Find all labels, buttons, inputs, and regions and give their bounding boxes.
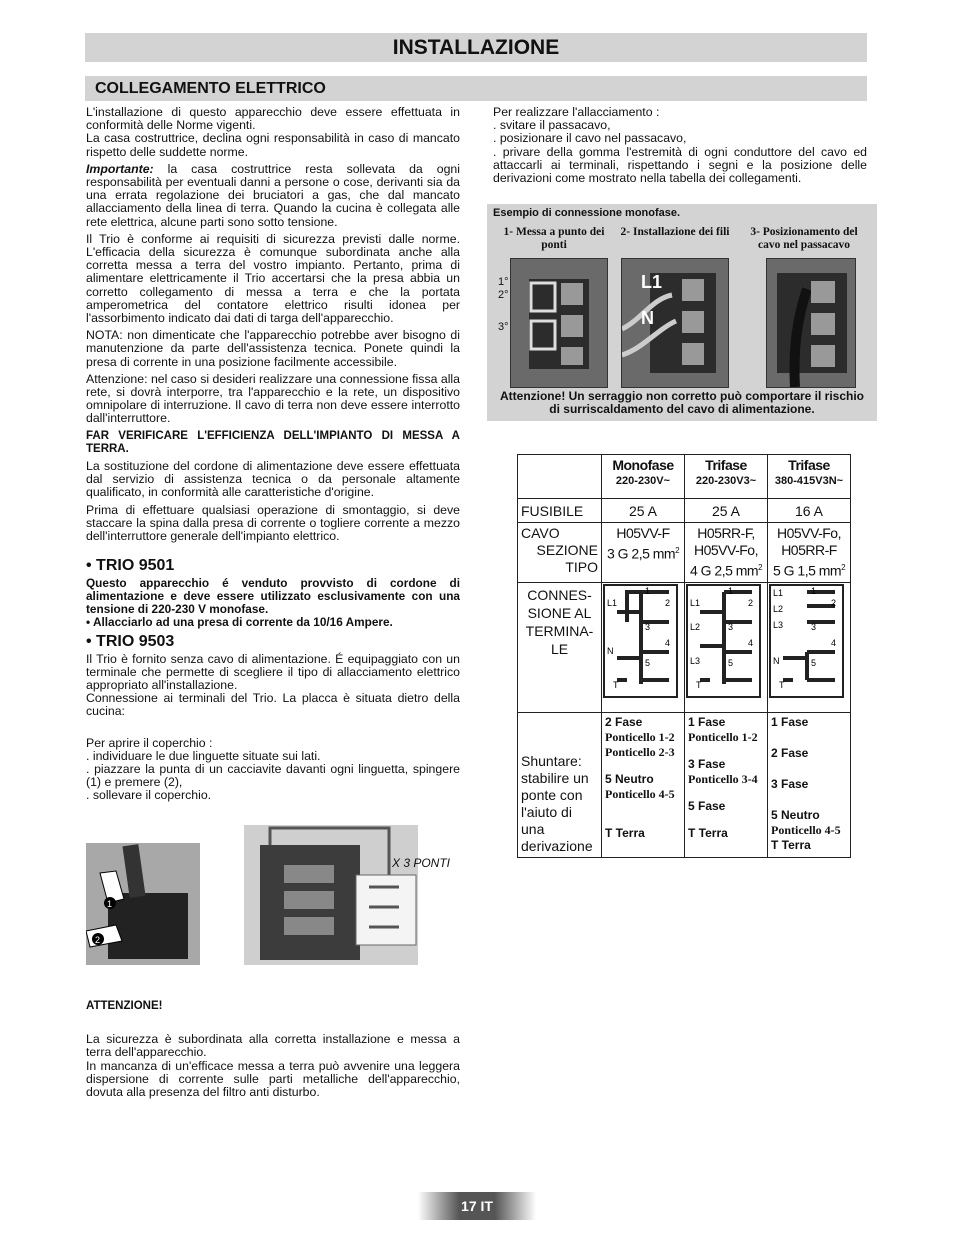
warning-text: Attenzione! Un serraggio non corretto può comportare il rischio di surriscaldamento del cavo di alimentazione. [499,389,865,416]
paragraph: Attenzione: nel caso si desideri realizzare una connessione fissa alla rete, si dovrà interporre, tra l'apparecchio e la rete, un dispositivo omnipolare di interruzione. Il cavo di terra non deve essere interrotto dall'interruttore. [86,371,460,426]
terminal-number: 1 [728,585,734,596]
table-cell: 25 A [602,499,685,523]
shunt-line: T Terra [771,837,811,852]
table-row-fusibile [518,499,851,523]
table-header-row [518,455,851,499]
terminal-number: 4 [748,637,754,648]
screwdriver-illustration [86,843,200,965]
table-header [685,455,768,499]
diagram-label-l3: L3 [773,619,784,630]
shunt-line: 5 Neutro [771,807,820,822]
shunt-line: 2 Fase [605,714,643,729]
attention-block [86,1000,460,1103]
paragraph: Il Trio è fornito senza cavo di alimentazione. É equipaggiato con un terminale che permette di scegliere il tipo di allacciamento elettrico appropriato all'installazione. [86,651,460,692]
table-header [768,455,851,499]
diagram-label-l1: L1 [773,587,784,598]
header-sub: 220-230V3~ [695,475,757,487]
shunt-line: 5 Neutro [605,771,654,786]
example-box [487,204,877,421]
terminal-photo [244,825,418,965]
diagram-label-l3: L3 [690,655,701,666]
diagram-label-l1: L1 [690,597,701,608]
caption-3: 3- Posizionamento del cavo nel passacavo [750,226,858,251]
shunt-line: Ponticello 2-3 [605,744,675,759]
table-row-cavo [518,523,851,583]
row-label: CONNES- SIONE AL TERMINA- LE [518,582,602,712]
table-cell [602,523,685,583]
superscript: 2 [758,563,763,572]
table-cell: 25 A [685,499,768,523]
shunt-line: 3 Fase [771,776,809,791]
label: SEZIONE [536,542,598,558]
wire-label-l1: L1 [641,272,663,292]
terminal-number: 5 [811,657,817,668]
header-name: Trifase [788,457,830,473]
diagram-label-t: T [613,679,619,690]
shunt-line: T Terra [688,825,728,840]
terminal-number: 3 [728,621,734,632]
label: CAVO [521,525,560,541]
paragraph: In mancanza di un'efficace messa a terra può avvenire una leggera dispersione di corrente sulle parti metalliche dell'apparecchio, dovuta alla presenza del filtro anti disturbo. [86,1058,460,1100]
shunt-line: Ponticello 3-4 [688,771,758,786]
superscript: 2 [841,563,846,572]
row-label [518,523,602,583]
terminal-number: 4 [831,637,837,648]
paragraph: La sostituzione del cordone di alimentazione deve essere effettuata dal servizio di assistenza tecnica o da personale altamente qualificato, in conformità alle caratteristiche d'origine. [86,459,460,500]
shunt-line: Ponticello 1-2 [605,729,675,744]
caption-1: 1- Messa a punto dei ponti [503,226,605,251]
header-sub: 380-415V3N~ [774,475,844,487]
table-cell [768,523,851,583]
terminal-number: 2 [665,597,671,608]
shunt-line: Ponticello 4-5 [605,786,675,801]
cable-section [605,542,681,563]
photo-cable [766,258,856,388]
right-intro [493,106,867,185]
table-header [602,455,685,499]
svg-text:1: 1 [107,899,113,909]
superscript: 2 [675,546,680,555]
page-title: INSTALLAZIONE [85,33,867,62]
svg-text:2: 2 [95,935,101,945]
diagram-label-t: T [696,679,702,690]
paragraph: Questo apparecchio é venduto provvisto di cordone di alimentazione e deve essere utilizzato esclusivamente con una tensione di 220-230 V monofase. [86,575,460,616]
list-item: . sollevare il coperchio. [86,788,212,803]
table-row-shunt [518,712,851,857]
paragraph: Per aprire il coperchio : [86,735,213,750]
list-item: . piazzare la punta di un cacciavite davanti ogni linguetta, spingere (1) e premere (2), [86,761,460,790]
shunt-cell [602,712,685,857]
paragraph-important [86,163,460,229]
table-cell [518,455,602,499]
marker-2: 2° [498,289,509,301]
terminal-number: 1 [811,585,817,596]
shunt-line: 5 Fase [688,798,726,813]
paragraph [86,106,460,132]
diagram-label-l2: L2 [690,621,701,632]
trio-9501-heading: • TRIO 9501 [86,557,175,575]
shunt-line: 2 Fase [771,745,809,760]
paragraph: Il Trio è conforme ai requisiti di sicurezza previsti dalle norme. L'efficacia della sicurezza è comunque subordinata anche alla corretta messa a terra del vostro impianto. Pertanto, prima di alimentare elettricamente il Trio accertarsi che la presa abbia un corretto collegamento di messa a terra e che la portata amperometrica del contatore elettrico risulti idonea per l'assorbimento indicato dai dati di targa dell'apparecchio. [86,231,460,326]
paragraph: Prima di effettuare qualsiasi operazione di smontaggio, si deve staccare la spina dalla presa di corrente o togliere corrente a mezzo dell'interruttore generale dell'impianto elettrico. [86,502,460,544]
caption-2: 2- Installazione dei fili [620,226,730,238]
header-name: Trifase [705,457,747,473]
wire-label-n: N [641,308,654,328]
trio-9503-heading: • TRIO 9503 [86,633,175,651]
attention-title: ATTENZIONE! [86,1000,163,1012]
diagram-label-n: N [607,645,614,656]
wiring-diagram-cell [685,582,768,712]
terminal-number: 2 [748,597,754,608]
example-title: Esempio di connessione monofase. [493,207,681,219]
wiring-diagram-trifase-400 [769,584,844,698]
table-row-connessione [518,582,851,712]
shunt-line: 1 Fase [771,714,809,729]
terminal-number: 2 [831,597,837,608]
diagram-label-n: N [773,655,780,666]
diagram-label-l1: L1 [607,597,618,608]
wiring-diagram-cell [602,582,685,712]
diagram-label-l2: L2 [773,603,784,614]
paragraph: La casa costruttrice, declina ogni responsabilità in caso di mancato rispetto delle suddette norme. [86,131,460,159]
terminal-number: 5 [645,657,651,668]
label: TIPO [565,559,598,575]
important-text: la casa costruttrice resta sollevata da ogni responsabilità per eventuali danni a persone o cose, derivanti sia da una errata regolazione dei bruciatori a gas, che dal mancato allacciamento della linea di terra. Quando la cucina è collegata alle rete elettrica, alcune parti sono sotto tensione. [86,161,460,229]
shunt-line: 3 Fase [688,756,726,771]
list-item: . privare della gomma l'estremità di ogni conduttore del cavo ed attaccarli ai terminali, rispettando i segni e la posizione delle derivazioni come mostrato nella tabella dei collegamenti. [493,144,867,186]
cable-section [771,559,847,580]
left-column [86,106,460,803]
photo-bridges [510,258,608,388]
wiring-diagram-trifase-230 [686,584,761,698]
page-number: 17 IT [418,1192,536,1220]
cover-photo [86,843,200,965]
header-sub: 220-230V~ [615,475,671,487]
list-item: . individuare le due linguette situate sui lati. [86,748,321,763]
list-item: . svitare il passacavo, [493,118,611,133]
terminal-block-illustration [244,825,418,965]
x3-ponti-label: X 3 PONTI [392,856,451,870]
shunt-cell [768,712,851,857]
text: L'installazione di questo apparecchio deve essere effettuata in conformità delle Norme vigenti. [86,105,460,133]
row-label: FUSIBILE [518,499,602,523]
terminal-number: 1 [645,585,651,596]
intro-text: Per realizzare l'allacciamento : [493,105,660,119]
marker-3: 3° [498,321,509,333]
terminal-number: 3 [811,621,817,632]
diagram-label-t: T [779,679,785,690]
paragraph: FAR VERIFICARE L'EFFICIENZA DELL'IMPIANTO DI MESSA A TERRA. [86,429,460,455]
table-cell: 16 A [768,499,851,523]
terminal-number: 5 [728,657,734,668]
paragraph: NOTA: non dimenticate che l'apparecchio potrebbe aver bisogno di manutenzione da parte dell'assistenza tecnica. Ponete quindi la presa di corrente in una posizione facilmente accessibile. [86,328,460,369]
paragraph: • Allacciarlo ad una presa di corrente da 10/16 Ampere. [86,615,393,630]
paragraph: La sicurezza è subordinata alla corretta installazione e messa a terra dell'apparecchio. [86,1032,460,1060]
connection-table [517,454,851,858]
table-cell [685,523,768,583]
wiring-diagram-cell [768,582,851,712]
terminal-number: 3 [645,621,651,632]
shunt-line: Ponticello 1-2 [688,729,758,744]
cable-type: H05VV-Fo, H05RR-F [777,525,841,558]
cable-type: H05VV-F [616,525,670,541]
cable-type: H05RR-F, H05VV-Fo, [694,525,758,558]
text: 3 G 2,5 mm [606,545,676,562]
photo-wires [621,258,729,388]
shunt-line: T Terra [605,825,645,840]
header-name: Monofase [612,457,674,473]
important-label: Importante: [86,161,154,176]
paragraph: Connessione ai terminali del Trio. La placca è situata dietro della cucina: [86,691,460,719]
text: 5 G 1,5 mm [772,562,842,579]
wiring-diagram-monofase [603,584,678,698]
shunt-cell [685,712,768,857]
open-steps [86,750,460,803]
row-label: Shuntare: stabilire un ponte con l'aiuto di una derivazione [518,712,602,857]
text: 4 G 2,5 mm [689,562,759,579]
terminal-number: 4 [665,637,671,648]
marker-1: 1° [498,276,509,288]
cable-section [688,559,764,580]
list-item: . posizionare il cavo nel passacavo, [493,131,687,146]
section-title: COLLEGAMENTO ELETTRICO [85,76,867,101]
shunt-line: 1 Fase [688,714,726,729]
shunt-line: Ponticello 4-5 [771,822,841,837]
